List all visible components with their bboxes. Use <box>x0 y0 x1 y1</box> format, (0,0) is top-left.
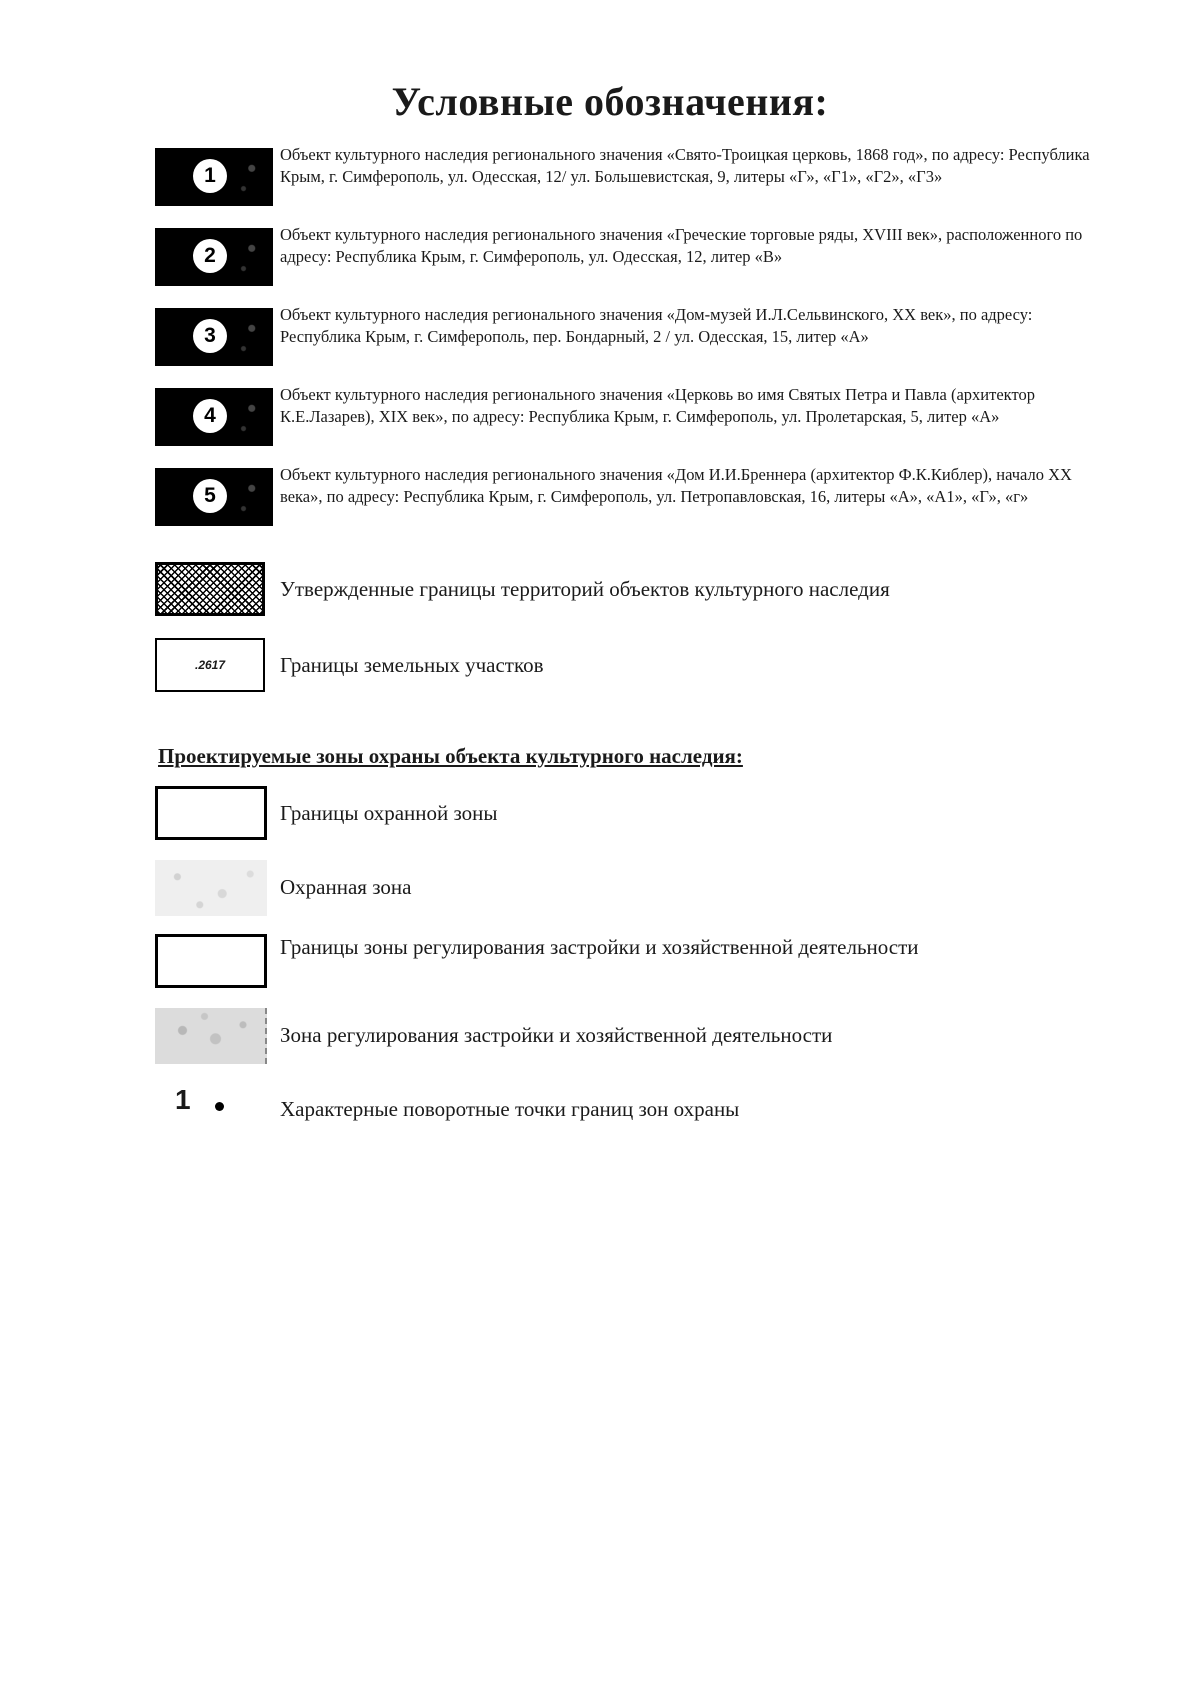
point-dot-icon <box>215 1102 224 1111</box>
heritage-object-description: Объект культурного наследия регионального значения «Дом И.И.Бреннера (архитектор Ф.К.Киблер), начало XX века», по адресу: Республика Крым, г. Симферополь, ул. Петропавловская, 16, литеры «А», «А1», «Г», «г» <box>280 465 1072 506</box>
legend-label: Зона регулирования застройки и хозяйственной деятельности <box>280 1023 833 1047</box>
legend-label: Границы земельных участков <box>280 653 544 677</box>
legend-label: Границы охранной зоны <box>280 801 498 825</box>
plot-boundary-swatch: .2617 <box>155 638 265 692</box>
object-number-badge: 1 <box>193 159 227 193</box>
protection-zone-swatch <box>155 860 267 916</box>
object-number-badge: 2 <box>193 239 227 273</box>
heritage-object-swatch <box>155 308 273 366</box>
legend-label: Характерные поворотные точки границ зон охраны <box>280 1097 740 1121</box>
protection-boundary-swatch <box>155 786 267 840</box>
object-number-badge: 4 <box>193 399 227 433</box>
legend-label: Утвержденные границы территорий объектов культурного наследия <box>280 577 890 601</box>
heritage-object-description: Объект культурного наследия регионального значения «Греческие торговые ряды, XVIII век», расположенного по адресу: Республика Крым, г. Симферополь, ул. Одесская, 12, литер «В» <box>280 225 1083 266</box>
point-number: 1 <box>175 1084 191 1115</box>
heritage-object-swatch <box>155 468 273 526</box>
regulation-boundary-swatch <box>155 934 267 988</box>
hatched-territory-swatch <box>155 562 265 616</box>
heritage-object-swatch <box>155 148 273 206</box>
heritage-object-description: Объект культурного наследия регионального значения «Дом-музей И.Л.Сельвинского, XX век», по адресу: Республика Крым, г. Симферополь, пер. Бондарный, 2 / ул. Одесская, 15, литер «А» <box>280 305 1033 346</box>
heritage-object-description: Объект культурного наследия регионального значения «Церковь во имя Святых Петра и Павла (архитектор К.Е.Лазарев), XIX век», по адресу: Республика Крым, г. Симферополь, ул. Пролетарская, 5, литер «А» <box>280 385 1035 426</box>
regulation-zone-swatch <box>155 1008 267 1064</box>
legend-label: Границы зоны регулирования застройки и хозяйственной деятельности <box>280 935 919 959</box>
object-number-badge: 3 <box>193 319 227 353</box>
page-title: Условные обозначения: <box>391 79 829 124</box>
heritage-object-swatch <box>155 228 273 286</box>
heritage-object-description: Объект культурного наследия регионального значения «Свято-Троицкая церковь, 1868 год», по адресу: Республика Крым, г. Симферополь, ул. Одесская, 12/ ул. Большевистская, 9, литеры «Г», «Г1», «Г2», «Г3» <box>280 145 1090 186</box>
heritage-object-swatch <box>155 388 273 446</box>
turning-point-sample <box>175 1084 235 1124</box>
object-number-badge: 5 <box>193 479 227 513</box>
legend-label: Охранная зона <box>280 875 412 899</box>
section-heading: Проектируемые зоны охраны объекта культурного наследия: <box>158 744 743 768</box>
